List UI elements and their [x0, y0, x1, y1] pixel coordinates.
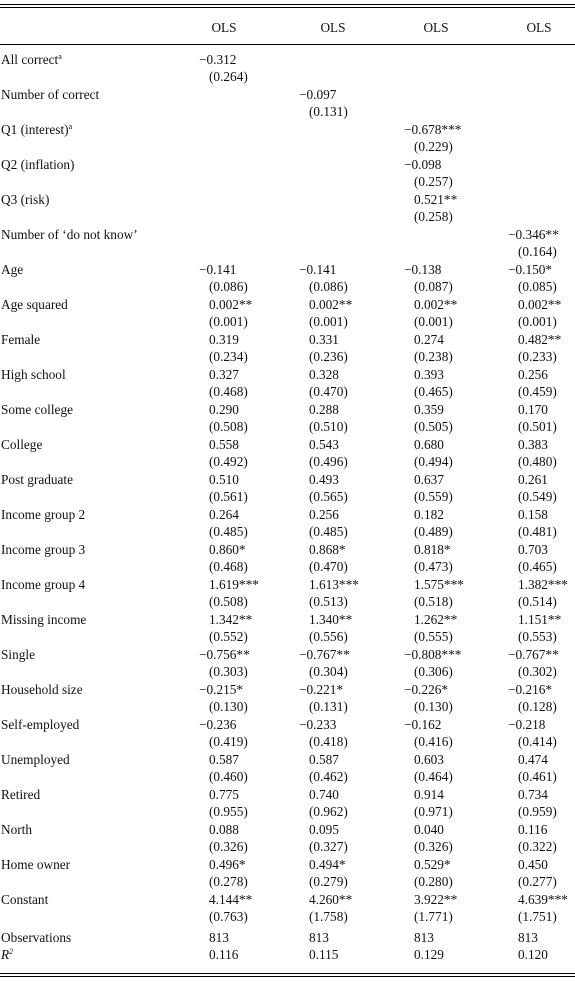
- standard-error-cell: (0.257): [414, 174, 453, 189]
- standard-error-cell: (0.416): [414, 734, 453, 749]
- standard-error-cell: (0.518): [414, 594, 453, 609]
- coefficient-cell: 0.256: [309, 507, 339, 522]
- coefficient-cell: 0.256: [518, 367, 548, 382]
- standard-error-cell: (0.501): [518, 419, 557, 434]
- standard-error-cell: (0.086): [209, 279, 248, 294]
- coefficient-cell: 0.393: [414, 367, 444, 382]
- observations-label: Observations: [1, 930, 72, 945]
- coefficient-cell: −0.767**: [299, 647, 350, 662]
- coefficient-cell: 1.382***: [518, 577, 568, 592]
- bottom-rule-inner: [0, 976, 575, 977]
- coefficient-cell: 0.261: [518, 472, 548, 487]
- standard-error-cell: (0.459): [518, 384, 557, 399]
- coefficient-cell: 0.359: [414, 402, 444, 417]
- standard-error-cell: (0.556): [309, 629, 348, 644]
- coefficient-cell: −0.767**: [508, 647, 559, 662]
- standard-error-cell: (0.001): [518, 314, 557, 329]
- bottom-rule: [0, 973, 575, 974]
- coefficient-cell: −0.138: [404, 262, 442, 277]
- row-label: Age squared: [1, 297, 68, 312]
- header-rule: [0, 44, 575, 45]
- coefficient-cell: 0.543: [309, 437, 339, 452]
- standard-error-cell: (0.496): [309, 454, 348, 469]
- standard-error-cell: (0.236): [309, 349, 348, 364]
- standard-error-cell: (0.131): [309, 104, 348, 119]
- standard-error-cell: (0.485): [209, 524, 248, 539]
- coefficient-cell: 0.603: [414, 752, 444, 767]
- coefficient-cell: −0.218: [508, 717, 546, 732]
- standard-error-cell: (0.465): [414, 384, 453, 399]
- coefficient-cell: 1.575***: [414, 577, 464, 592]
- coefficient-cell: 0.587: [309, 752, 339, 767]
- standard-error-cell: (0.326): [414, 839, 453, 854]
- standard-error-cell: (0.131): [309, 699, 348, 714]
- coefficient-cell: −0.150*: [508, 262, 553, 277]
- standard-error-cell: (0.229): [414, 139, 453, 154]
- standard-error-cell: (0.492): [209, 454, 248, 469]
- column-header-2: OLS: [320, 20, 346, 35]
- coefficient-cell: 0.095: [309, 822, 339, 837]
- r-squared-value: 0.129: [414, 947, 444, 962]
- standard-error-cell: (0.460): [209, 769, 248, 784]
- row-label: North: [1, 822, 33, 837]
- coefficient-cell: 0.040: [414, 822, 444, 837]
- standard-error-cell: (1.771): [414, 909, 453, 924]
- coefficient-cell: −0.098: [404, 157, 442, 172]
- coefficient-cell: 0.558: [209, 437, 239, 452]
- footnote-marker: a: [58, 52, 62, 61]
- standard-error-cell: (0.561): [209, 489, 248, 504]
- coefficient-cell: 0.450: [518, 857, 548, 872]
- row-label: Missing income: [1, 612, 87, 627]
- coefficient-cell: −0.221*: [299, 682, 344, 697]
- row-label: Retired: [1, 787, 41, 802]
- standard-error-cell: (0.461): [518, 769, 557, 784]
- coefficient-cell: 0.182: [414, 507, 444, 522]
- standard-error-cell: (0.001): [209, 314, 248, 329]
- standard-error-cell: (0.513): [309, 594, 348, 609]
- standard-error-cell: (0.763): [209, 909, 248, 924]
- r-squared-value: 0.116: [209, 947, 239, 962]
- coefficient-cell: 0.496*: [209, 857, 246, 872]
- footnote-marker: a: [68, 122, 73, 131]
- row-label: Age: [1, 262, 24, 277]
- standard-error-cell: (0.489): [414, 524, 453, 539]
- row-label: Number of ‘do not know’: [1, 227, 138, 242]
- standard-error-cell: (0.264): [209, 69, 248, 84]
- coefficient-cell: −0.756**: [199, 647, 250, 662]
- coefficient-cell: 1.262**: [414, 612, 458, 627]
- coefficient-cell: 0.158: [518, 507, 548, 522]
- coefficient-cell: 0.274: [414, 332, 444, 347]
- standard-error-cell: (0.465): [518, 559, 557, 574]
- coefficient-cell: 0.510: [209, 472, 239, 487]
- coefficient-cell: −0.215*: [199, 682, 244, 697]
- standard-error-cell: (0.322): [518, 839, 557, 854]
- row-label: All correct$^a$: [1, 52, 62, 67]
- coefficient-cell: 0.331: [309, 332, 339, 347]
- standard-error-cell: (0.510): [309, 419, 348, 434]
- coefficient-cell: 4.639***: [518, 892, 568, 907]
- standard-error-cell: (0.130): [209, 699, 248, 714]
- row-label: Income group 2: [1, 507, 86, 522]
- top-rule: [0, 4, 575, 5]
- standard-error-cell: (0.085): [518, 279, 557, 294]
- standard-error-cell: (0.508): [209, 594, 248, 609]
- coefficient-cell: −0.236: [199, 717, 237, 732]
- column-header-4: OLS: [526, 20, 552, 35]
- standard-error-cell: (0.468): [209, 559, 248, 574]
- row-label: Home owner: [1, 857, 71, 872]
- r-squared-value: 0.120: [518, 947, 548, 962]
- coefficient-cell: 0.740: [309, 787, 339, 802]
- standard-error-cell: (0.303): [209, 664, 248, 679]
- coefficient-cell: 0.288: [309, 402, 339, 417]
- row-label: High school: [1, 367, 66, 382]
- observations-value: 813: [209, 930, 229, 945]
- standard-error-cell: (0.234): [209, 349, 248, 364]
- coefficient-cell: −0.226*: [404, 682, 449, 697]
- coefficient-cell: 0.327: [209, 367, 239, 382]
- standard-error-cell: (0.128): [518, 699, 557, 714]
- coefficient-cell: 0.703: [518, 542, 548, 557]
- coefficient-cell: 0.868*: [309, 542, 346, 557]
- coefficient-cell: 0.474: [518, 752, 548, 767]
- standard-error-cell: (0.238): [414, 349, 453, 364]
- coefficient-cell: 0.088: [209, 822, 239, 837]
- coefficient-cell: 0.383: [518, 437, 548, 452]
- coefficient-cell: 0.264: [209, 507, 239, 522]
- coefficient-cell: −0.141: [299, 262, 337, 277]
- row-label: Q3 (risk): [1, 192, 50, 207]
- standard-error-cell: (0.086): [309, 279, 348, 294]
- coefficient-cell: 0.002**: [414, 297, 458, 312]
- coefficient-cell: 0.818*: [414, 542, 451, 557]
- coefficient-cell: 0.680: [414, 437, 444, 452]
- row-label: Some college: [1, 402, 74, 417]
- coefficient-cell: −0.216*: [508, 682, 553, 697]
- row-label: Income group 3: [1, 542, 86, 557]
- coefficient-cell: 0.521**: [414, 192, 458, 207]
- standard-error-cell: (0.971): [414, 804, 453, 819]
- observations-value: 813: [414, 930, 434, 945]
- observations-value: 813: [309, 930, 329, 945]
- standard-error-cell: (0.559): [414, 489, 453, 504]
- coefficient-cell: −0.097: [299, 87, 337, 102]
- standard-error-cell: (0.418): [309, 734, 348, 749]
- coefficient-cell: 0.914: [414, 787, 444, 802]
- coefficient-cell: −0.233: [299, 717, 337, 732]
- standard-error-cell: (0.130): [414, 699, 453, 714]
- row-label: Post graduate: [1, 472, 74, 487]
- coefficient-cell: 4.144**: [209, 892, 253, 907]
- coefficient-cell: 0.290: [209, 402, 239, 417]
- superscript-two: 2: [9, 947, 14, 956]
- standard-error-cell: (0.327): [309, 839, 348, 854]
- row-label: Q2 (inflation): [1, 157, 75, 172]
- coefficient-cell: 0.734: [518, 787, 548, 802]
- coefficient-cell: 1.340**: [309, 612, 353, 627]
- coefficient-cell: −0.808***: [404, 647, 462, 662]
- standard-error-cell: (0.280): [414, 874, 453, 889]
- coefficient-cell: 3.922**: [414, 892, 458, 907]
- standard-error-cell: (0.481): [518, 524, 557, 539]
- row-label: Single: [1, 647, 35, 662]
- standard-error-cell: (0.468): [209, 384, 248, 399]
- standard-error-cell: (0.508): [209, 419, 248, 434]
- standard-error-cell: (0.279): [309, 874, 348, 889]
- standard-error-cell: (0.553): [518, 629, 557, 644]
- standard-error-cell: (0.277): [518, 874, 557, 889]
- standard-error-cell: (0.514): [518, 594, 557, 609]
- standard-error-cell: (0.485): [309, 524, 348, 539]
- standard-error-cell: (0.505): [414, 419, 453, 434]
- coefficient-cell: 1.151**: [518, 612, 562, 627]
- standard-error-cell: (0.470): [309, 384, 348, 399]
- standard-error-cell: (0.494): [414, 454, 453, 469]
- coefficient-cell: 0.529*: [414, 857, 451, 872]
- standard-error-cell: (1.758): [309, 909, 348, 924]
- standard-error-cell: (0.001): [414, 314, 453, 329]
- standard-error-cell: (0.473): [414, 559, 453, 574]
- standard-error-cell: (0.955): [209, 804, 248, 819]
- standard-error-cell: (0.565): [309, 489, 348, 504]
- coefficient-cell: 0.637: [414, 472, 444, 487]
- coefficient-cell: −0.678***: [404, 122, 462, 137]
- row-label: Female: [1, 332, 41, 347]
- row-label: Number of correct: [1, 87, 100, 102]
- coefficient-cell: 0.002**: [309, 297, 353, 312]
- standard-error-cell: (0.470): [309, 559, 348, 574]
- standard-error-cell: (0.552): [209, 629, 248, 644]
- row-label: College: [1, 437, 43, 452]
- standard-error-cell: (0.302): [518, 664, 557, 679]
- r-squared-value: 0.115: [309, 947, 339, 962]
- standard-error-cell: (0.962): [309, 804, 348, 819]
- standard-error-cell: (0.164): [518, 244, 557, 259]
- coefficient-cell: 4.260**: [309, 892, 353, 907]
- coefficient-cell: 0.002**: [518, 297, 562, 312]
- coefficient-cell: −0.162: [404, 717, 442, 732]
- coefficient-cell: −0.141: [199, 262, 237, 277]
- column-header-3: OLS: [423, 20, 449, 35]
- coefficient-cell: 0.319: [209, 332, 239, 347]
- row-label: Unemployed: [1, 752, 70, 767]
- standard-error-cell: (0.087): [414, 279, 453, 294]
- standard-error-cell: (0.326): [209, 839, 248, 854]
- standard-error-cell: (0.233): [518, 349, 557, 364]
- coefficient-cell: 0.482**: [518, 332, 562, 347]
- standard-error-cell: (0.304): [309, 664, 348, 679]
- standard-error-cell: (1.751): [518, 909, 557, 924]
- coefficient-cell: 0.002**: [209, 297, 253, 312]
- coefficient-cell: 0.587: [209, 752, 239, 767]
- standard-error-cell: (0.549): [518, 489, 557, 504]
- coefficient-cell: 0.493: [309, 472, 339, 487]
- row-label: Self-employed: [1, 717, 80, 732]
- standard-error-cell: (0.555): [414, 629, 453, 644]
- coefficient-cell: −0.346**: [508, 227, 559, 242]
- coefficient-cell: 1.619***: [209, 577, 259, 592]
- coefficient-cell: 1.342**: [209, 612, 253, 627]
- standard-error-cell: (0.306): [414, 664, 453, 679]
- column-header-1: OLS: [211, 20, 237, 35]
- coefficient-cell: 0.170: [518, 402, 548, 417]
- row-label: Constant: [1, 892, 49, 907]
- coefficient-cell: 0.494*: [309, 857, 346, 872]
- coefficient-cell: 0.116: [518, 822, 548, 837]
- standard-error-cell: (0.419): [209, 734, 248, 749]
- coefficient-cell: 0.860*: [209, 542, 246, 557]
- coefficient-cell: 0.328: [309, 367, 339, 382]
- standard-error-cell: (0.464): [414, 769, 453, 784]
- row-label: Q1 (interest)$^a$: [1, 122, 73, 137]
- standard-error-cell: (0.258): [414, 209, 453, 224]
- standard-error-cell: (0.278): [209, 874, 248, 889]
- coefficient-cell: 1.613***: [309, 577, 359, 592]
- observations-value: 813: [518, 930, 538, 945]
- coefficient-cell: 0.775: [209, 787, 239, 802]
- standard-error-cell: (0.414): [518, 734, 557, 749]
- coefficient-cell: −0.312: [199, 52, 237, 67]
- row-label: Income group 4: [1, 577, 86, 592]
- r-squared-label: $R^2$: [1, 947, 14, 962]
- top-rule-inner: [0, 7, 575, 8]
- standard-error-cell: (0.959): [518, 804, 557, 819]
- standard-error-cell: (0.462): [309, 769, 348, 784]
- standard-error-cell: (0.480): [518, 454, 557, 469]
- standard-error-cell: (0.001): [309, 314, 348, 329]
- row-label: Household size: [1, 682, 83, 697]
